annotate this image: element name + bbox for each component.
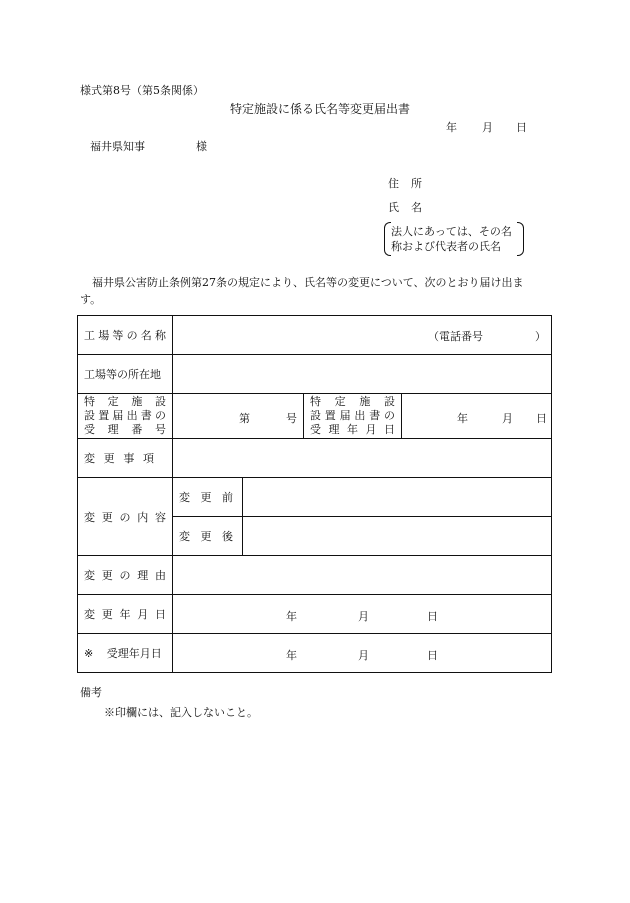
factory-name-field[interactable] [173,316,552,355]
factory-location-label: 工場等の所在地 [84,368,161,381]
date-day-label: 日 [516,121,527,134]
row-change-item [78,439,552,478]
registration-date-field[interactable] [402,394,552,439]
registration-year: 年 [457,412,468,425]
notification-table [77,315,552,673]
row-change-date [78,595,552,634]
registration-date-label-line1: 特定施設 [310,395,395,408]
intro-line2: す。 [80,293,102,306]
registration-label-line1: 特定施設 [84,395,166,408]
receipt-date-day: 日 [427,649,438,662]
factory-name-label: 工場等の名称 [84,329,166,342]
name-label-2: 名 [411,201,422,214]
row-change-before [78,478,552,517]
registration-label-line3: 受理番号 [84,423,166,436]
name-label-1: 氏 [388,201,399,214]
phone-close: ） [535,330,546,343]
form-number: 様式第8号（第5条関係） [80,84,204,97]
change-after-label: 変更後 [179,530,233,543]
left-paren [384,222,391,256]
change-reason-field[interactable] [173,556,552,595]
row-factory-name [78,316,552,355]
receipt-mark: ※ [84,647,94,660]
registration-dai: 第 [239,412,250,425]
change-date-year: 年 [286,610,297,623]
row-factory-location [78,355,552,394]
remarks-note: ※印欄には、記入しないこと。 [104,706,258,719]
address-label-1: 住 [388,177,399,190]
change-date-day: 日 [427,610,438,623]
change-reason-label: 変更の理由 [84,569,166,582]
receipt-date-label: 受理年月日 [106,647,162,660]
registration-number-field[interactable] [173,394,304,439]
honorific: 様 [196,140,207,153]
change-after-field[interactable] [243,517,552,556]
row-registration [78,394,552,439]
corporation-note-line2: 称および代表者の氏名 [391,240,501,253]
receipt-date-month: 月 [358,649,369,662]
phone-label: （電話番号 [428,330,483,343]
change-before-label: 変更前 [179,491,233,504]
registration-go: 号 [286,412,297,425]
remarks-title: 備考 [80,686,102,699]
change-date-field[interactable] [173,595,552,634]
change-date-month: 月 [358,610,369,623]
addressee: 福井県知事 [90,140,145,153]
change-content-label: 変更の内容 [84,510,166,524]
factory-location-field[interactable] [173,355,552,394]
corporation-note-line1: 法人にあっては、その名 [391,225,512,238]
row-change-reason [78,556,552,595]
registration-date-label-line3: 受理年月日 [310,423,395,436]
change-item-field[interactable] [173,439,552,478]
row-receipt-date [78,634,552,673]
receipt-date-year: 年 [286,649,297,662]
registration-date-label-line2: 設置届出書の [310,409,395,422]
registration-month: 月 [502,412,513,425]
date-month-label: 月 [482,121,493,134]
change-date-label: 変更年月日 [84,608,166,621]
registration-label-line2: 設置届出書の [84,409,166,422]
address-label-2: 所 [411,177,422,190]
change-item-label: 変更事項 [84,452,154,465]
change-before-field[interactable] [243,478,552,517]
corporation-note [384,222,524,254]
date-year-label: 年 [446,121,457,134]
intro-line1: 福井県公害防止条例第27条の規定により、氏名等の変更について、次のとおり届け出ま [92,276,524,289]
registration-day: 日 [536,412,547,425]
page-title: 特定施設に係る氏名等変更届出書 [230,102,411,116]
receipt-date-field [173,634,552,673]
